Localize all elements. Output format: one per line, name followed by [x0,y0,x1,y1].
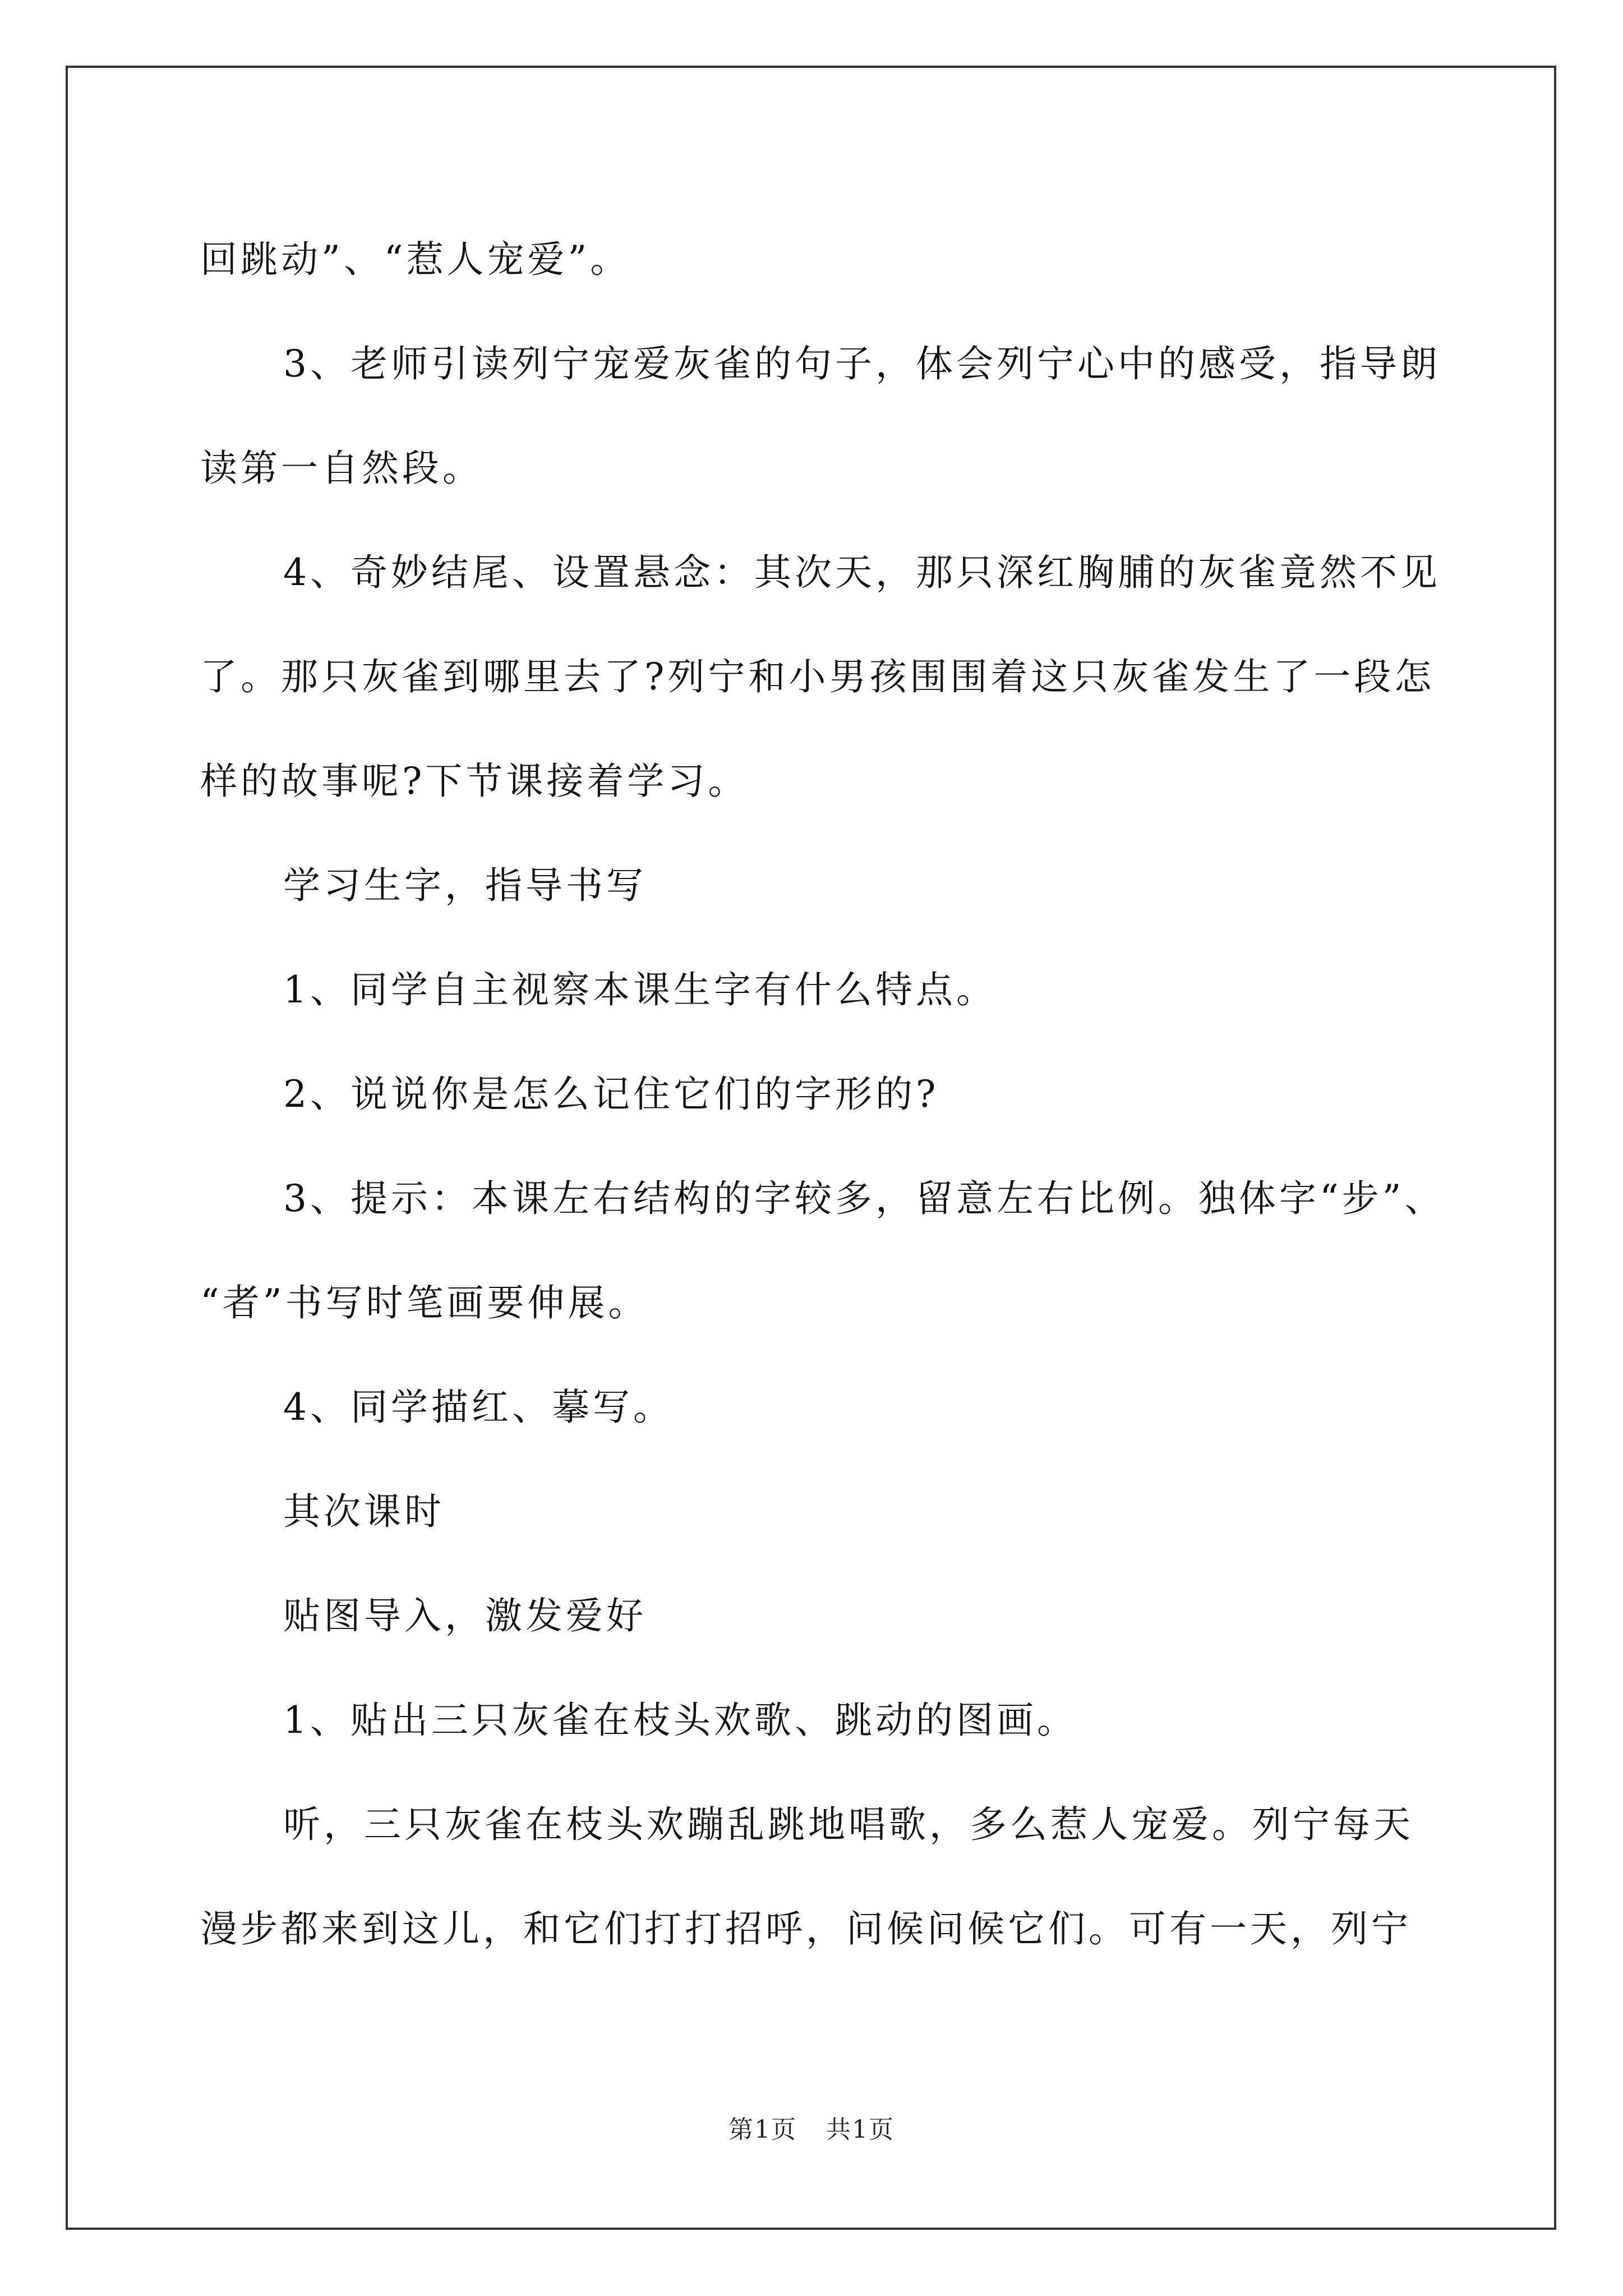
text-line-16: 听，三只灰雀在枝头欢蹦乱跳地唱歌，多么惹人宠爱。列宁每天 [283,1803,1414,1846]
text-line-8: 1、同学自主视察本课生字有什么特点。 [283,968,997,1011]
text-line-5: 了。那只灰雀到哪里去了?列宁和小男孩围围着这只灰雀发生了一段怎 [200,655,1435,698]
text-line-6: 样的故事呢?下节课接着学习。 [200,760,749,803]
page-total: 共1页 [826,2115,895,2144]
text-line-17: 漫步都来到这儿，和它们打打招呼，问候问候它们。可有一天，列宁 [200,1907,1412,1950]
text-line-11: “者”书写时笔画要伸展。 [200,1281,649,1324]
section-heading-intro: 贴图导入，激发爱好 [283,1594,647,1637]
text-line-1: 回跳动”、“惹人宠爱”。 [200,238,631,281]
page-number: 第1页 [728,2115,797,2144]
text-line-2: 3、老师引读列宁宠爱灰雀的句子，体会列宁心中的感受，指导朗 [283,342,1441,385]
text-line-10: 3、提示：本课左右结构的字较多，留意左右比例。独体字“步”、 [283,1177,1445,1220]
text-line-9: 2、说说你是怎么记住它们的字形的? [283,1073,939,1116]
text-line-4: 4、奇妙结尾、设置悬念：其次天，那只深红胸脯的灰雀竟然不见 [283,551,1441,594]
section-heading-second-lesson: 其次课时 [283,1490,445,1533]
page-footer [0,2109,1623,2145]
text-line-3: 读第一自然段。 [200,447,483,490]
text-line-15: 1、贴出三只灰雀在枝头欢歌、跳动的图画。 [283,1699,1077,1742]
document-body [200,208,1445,1981]
text-line-12: 4、同学描红、摹写。 [283,1386,674,1429]
section-heading-writing: 学习生字，指导书写 [283,864,647,907]
